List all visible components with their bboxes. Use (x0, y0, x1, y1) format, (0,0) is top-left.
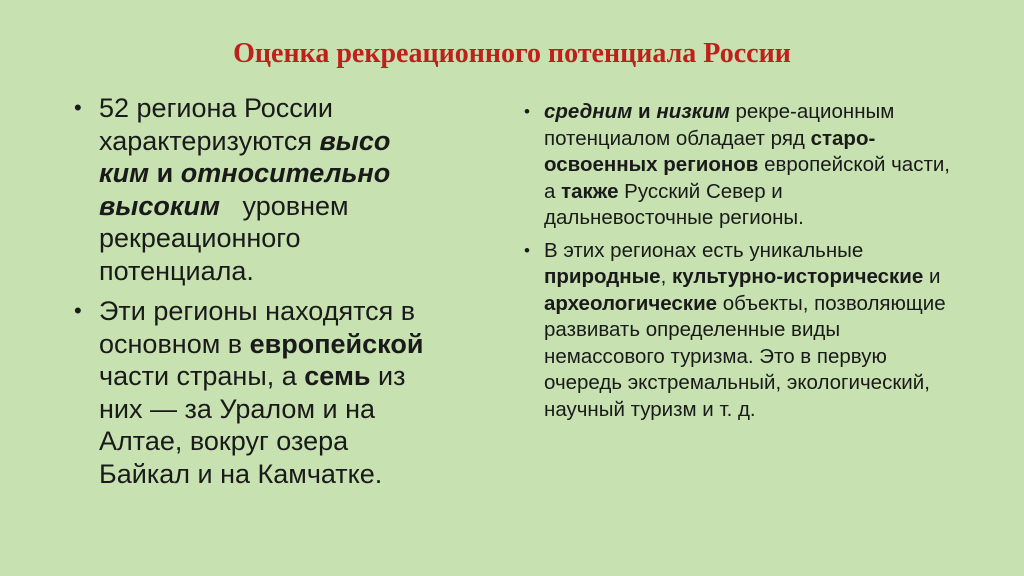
text-run: В этих регионах есть уникальные (544, 238, 870, 262)
bullet-icon: • (74, 95, 82, 120)
text-run: Русский Север и дальневосточные регионы. (544, 179, 804, 229)
slide-title: Оценка рекреационного потенциала России (233, 38, 791, 69)
text-run: культурно-исторические (672, 265, 924, 288)
left-column (70, 92, 440, 498)
text-run: и (923, 265, 947, 288)
text-run: природные (544, 265, 661, 288)
bullet-icon: • (74, 298, 82, 323)
text-run: рекре-ационным потенциалом обладает ряд (544, 100, 901, 150)
text-run: европейской части, а (544, 153, 956, 203)
text-run: высо ким (99, 125, 398, 188)
bullet-icon: • (524, 240, 530, 260)
text-run: объекты, позволяющие развивать определенные виды немассового туризма. Это в первую очередь экстремальный, экологический, научный туризм и т. д. (544, 291, 952, 421)
text-run: 52 региона России характеризуются (99, 93, 341, 156)
text-run: Эти регионы находятся в основном в (99, 296, 423, 359)
text-run: археологические (544, 291, 718, 315)
text-run: старо-освоенных регионов (544, 126, 876, 176)
text-run: части страны, а (99, 328, 431, 391)
text-run: также (561, 179, 619, 203)
bullet-item (524, 99, 954, 232)
right-column (524, 99, 954, 429)
text-run: , (660, 265, 672, 288)
text-run: и (149, 158, 181, 188)
bullet-item (70, 295, 440, 490)
text-run: относительно высоким (99, 158, 398, 221)
text-run: из них — за Уралом и на Алтае, вокруг озера Байкал и на Камчатке. (99, 361, 414, 489)
text-run: уровнем рекреационного потенциала. (99, 190, 357, 286)
text-run: семь (304, 361, 371, 391)
bullet-item (524, 238, 954, 424)
bullet-icon: • (524, 102, 530, 121)
text-run: средним (544, 100, 633, 123)
bullet-item (70, 92, 440, 287)
text-run: и (632, 100, 657, 123)
text-run: низким (656, 100, 730, 123)
text-run: европейской (249, 328, 424, 359)
